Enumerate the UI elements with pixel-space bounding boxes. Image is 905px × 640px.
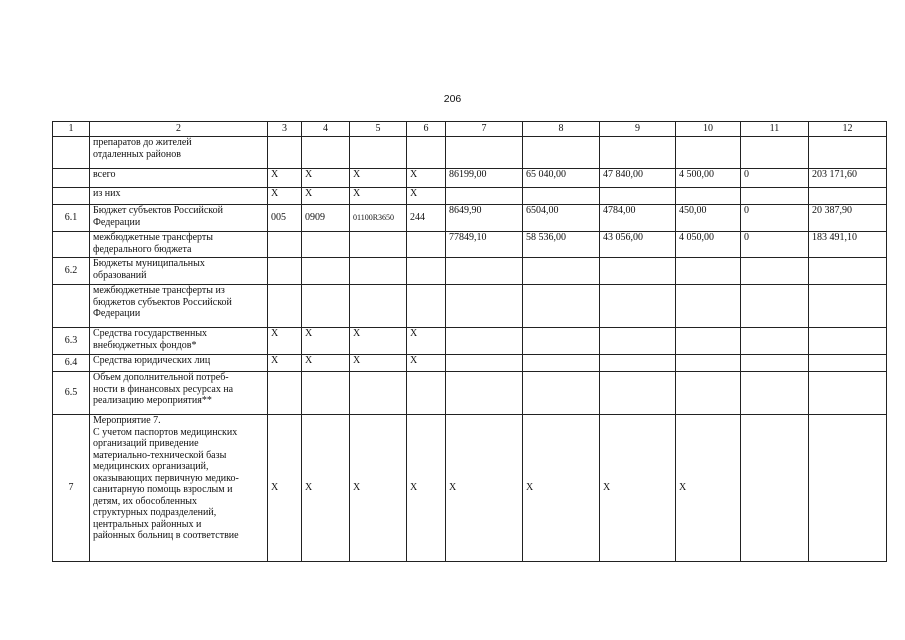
description-line: из них — [93, 188, 121, 199]
cell-col-4 — [302, 137, 350, 169]
cell-col-9: 43 056,00 — [600, 232, 676, 258]
description-line: детям, их обособленных — [93, 495, 198, 507]
row-description — [90, 137, 268, 169]
header-cell: 7 — [446, 122, 523, 137]
header-cell: 5 — [350, 122, 407, 137]
cell-col-5: Х — [350, 415, 407, 562]
cell-col-12 — [809, 415, 887, 562]
cell-col-7: 77849,10 — [446, 232, 523, 258]
table-row — [53, 169, 887, 188]
cell-col-9: 4784,00 — [600, 205, 676, 232]
row-description — [90, 169, 268, 188]
cell-col-12 — [809, 285, 887, 328]
cell-col-3 — [268, 137, 302, 169]
cell-col-6 — [407, 285, 446, 328]
table-row — [53, 372, 887, 415]
row-number — [53, 169, 90, 188]
cell-col-9: Х — [600, 415, 676, 562]
cell-col-3: Х — [268, 328, 302, 355]
cell-col-8 — [523, 137, 600, 169]
cell-col-9 — [600, 355, 676, 372]
description-line: Средства юридических лиц — [93, 355, 211, 366]
cell-col-9 — [600, 372, 676, 415]
cell-col-9 — [600, 188, 676, 205]
cell-col-7: 8649,90 — [446, 205, 523, 232]
header-cell: 6 — [407, 122, 446, 137]
table-row — [53, 285, 887, 328]
cell-col-9 — [600, 328, 676, 355]
description-line: С учетом паспортов медицинских — [93, 426, 238, 438]
cell-col-12 — [809, 355, 887, 372]
row-description — [90, 355, 268, 372]
cell-col-8 — [523, 328, 600, 355]
cell-col-11 — [741, 188, 809, 205]
cell-col-3: Х — [268, 169, 302, 188]
cell-col-10: 450,00 — [676, 205, 741, 232]
cell-col-10: 4 050,00 — [676, 232, 741, 258]
description-line: структурных подразделений, — [93, 507, 217, 518]
cell-col-9 — [600, 258, 676, 285]
row-number: 6.4 — [53, 355, 90, 372]
cell-col-7: 86199,00 — [446, 169, 523, 188]
cell-col-4: 0909 — [302, 205, 350, 232]
header-cell: 2 — [90, 122, 268, 137]
page-number: 206 — [443, 93, 462, 105]
cell-col-9 — [600, 285, 676, 328]
cell-col-3: Х — [268, 188, 302, 205]
cell-col-8: Х — [523, 415, 600, 562]
cell-col-3: Х — [268, 355, 302, 372]
row-description — [90, 372, 268, 415]
cell-col-6: 244 — [407, 205, 446, 232]
cell-col-11 — [741, 137, 809, 169]
cell-col-5 — [350, 372, 407, 415]
cell-col-10: Х — [676, 415, 741, 562]
table-row — [53, 355, 887, 372]
cell-col-10: 4 500,00 — [676, 169, 741, 188]
row-description — [90, 232, 268, 258]
cell-col-12 — [809, 372, 887, 415]
cell-col-8 — [523, 355, 600, 372]
header-cell: 4 — [302, 122, 350, 137]
cell-col-5 — [350, 137, 407, 169]
cell-col-3 — [268, 372, 302, 415]
row-number: 6.3 — [53, 328, 90, 355]
cell-col-6: Х — [407, 328, 446, 355]
cell-col-10 — [676, 372, 741, 415]
cell-col-10 — [676, 328, 741, 355]
cell-col-6 — [407, 258, 446, 285]
cell-col-8 — [523, 372, 600, 415]
cell-col-4: Х — [302, 169, 350, 188]
cell-col-11 — [741, 355, 809, 372]
table-row — [53, 328, 887, 355]
cell-col-11 — [741, 285, 809, 328]
cell-col-7 — [446, 372, 523, 415]
cell-col-12 — [809, 258, 887, 285]
row-description — [90, 285, 268, 328]
cell-col-6 — [407, 372, 446, 415]
row-number — [53, 188, 90, 205]
cell-col-5 — [350, 285, 407, 328]
header-cell: 3 — [268, 122, 302, 137]
description-line: Федерации — [93, 216, 141, 228]
cell-col-6: Х — [407, 169, 446, 188]
cell-col-7 — [446, 285, 523, 328]
description-line: Мероприятие 7. — [93, 415, 161, 426]
cell-col-6 — [407, 232, 446, 258]
cell-col-3 — [268, 232, 302, 258]
cell-col-4: Х — [302, 415, 350, 562]
cell-col-11: 0 — [741, 232, 809, 258]
cell-col-12 — [809, 328, 887, 355]
cell-col-4: Х — [302, 355, 350, 372]
description-line: оказывающих первичную медико- — [93, 472, 239, 484]
row-number: 7 — [53, 415, 90, 562]
description-line: санитарную помощь взрослым и — [93, 484, 233, 495]
cell-col-5: Х — [350, 169, 407, 188]
row-number — [53, 137, 90, 169]
cell-col-6: Х — [407, 415, 446, 562]
cell-col-8: 58 536,00 — [523, 232, 600, 258]
description-line: образований — [93, 269, 147, 281]
cell-col-5: Х — [350, 355, 407, 372]
description-line: центральных районных и — [93, 518, 202, 530]
cell-col-7: Х — [446, 415, 523, 562]
description-line: медицинских организаций, — [93, 461, 209, 472]
cell-col-3 — [268, 285, 302, 328]
cell-col-8: 65 040,00 — [523, 169, 600, 188]
cell-col-10 — [676, 137, 741, 169]
table-row — [53, 188, 887, 205]
row-number: 6.5 — [53, 372, 90, 415]
cell-col-4: Х — [302, 188, 350, 205]
cell-col-3: Х — [268, 415, 302, 562]
cell-col-5: 01100R3650 — [350, 205, 407, 232]
cell-col-7 — [446, 328, 523, 355]
header-row — [53, 122, 887, 137]
description-line: ности в финансовых ресурсах на — [93, 383, 234, 395]
description-line: организаций приведение — [93, 438, 199, 449]
cell-col-7 — [446, 258, 523, 285]
cell-col-11 — [741, 372, 809, 415]
row-description — [90, 188, 268, 205]
cell-col-6: Х — [407, 355, 446, 372]
cell-col-10 — [676, 258, 741, 285]
header-cell: 11 — [741, 122, 809, 137]
cell-col-11 — [741, 415, 809, 562]
table-row — [53, 258, 887, 285]
cell-col-7 — [446, 137, 523, 169]
description-line: Федерации — [93, 308, 141, 319]
description-line: бюджетов субъектов Российской — [93, 296, 232, 308]
description-line: Бюджет субъектов Российской — [93, 205, 223, 216]
cell-col-5: Х — [350, 188, 407, 205]
description-line: межбюджетные трансферты — [93, 232, 213, 243]
row-number — [53, 232, 90, 258]
budget-table — [52, 121, 887, 562]
cell-col-12: 20 387,90 — [809, 205, 887, 232]
table-row — [53, 415, 887, 562]
description-line: Объем дополнительной потреб- — [93, 372, 229, 383]
row-number — [53, 285, 90, 328]
cell-col-4: Х — [302, 328, 350, 355]
table-row — [53, 205, 887, 232]
description-line: препаратов до жителей — [93, 137, 192, 148]
cell-col-12 — [809, 137, 887, 169]
table-row — [53, 137, 887, 169]
cell-col-5 — [350, 232, 407, 258]
cell-col-5: Х — [350, 328, 407, 355]
cell-col-9 — [600, 137, 676, 169]
cell-col-12: 203 171,60 — [809, 169, 887, 188]
cell-col-3 — [268, 258, 302, 285]
cell-col-7 — [446, 355, 523, 372]
description-line: внебюджетных фондов* — [93, 339, 197, 351]
cell-col-11: 0 — [741, 205, 809, 232]
cell-col-8 — [523, 188, 600, 205]
row-number: 6.1 — [53, 205, 90, 232]
cell-col-10 — [676, 285, 741, 328]
cell-col-11: 0 — [741, 169, 809, 188]
cell-col-5 — [350, 258, 407, 285]
cell-col-8 — [523, 258, 600, 285]
table-row — [53, 232, 887, 258]
cell-col-11 — [741, 258, 809, 285]
cell-col-4 — [302, 285, 350, 328]
cell-col-6: Х — [407, 188, 446, 205]
header-cell: 12 — [809, 122, 887, 137]
description-line: отдаленных районов — [93, 148, 181, 160]
cell-col-7 — [446, 188, 523, 205]
row-description — [90, 328, 268, 355]
description-line: всего — [93, 169, 116, 180]
description-line: межбюджетные трансферты из — [93, 285, 225, 296]
header-cell: 10 — [676, 122, 741, 137]
cell-col-3: 005 — [268, 205, 302, 232]
cell-col-10 — [676, 355, 741, 372]
cell-col-4 — [302, 232, 350, 258]
cell-col-9: 47 840,00 — [600, 169, 676, 188]
row-description — [90, 205, 268, 232]
row-description — [90, 415, 268, 562]
row-number: 6.2 — [53, 258, 90, 285]
description-line: материально-технической базы — [93, 449, 227, 461]
cell-col-12 — [809, 188, 887, 205]
description-line: районных больниц в соответствие — [93, 530, 239, 541]
cell-col-4 — [302, 372, 350, 415]
cell-col-12: 183 491,10 — [809, 232, 887, 258]
description-line: Бюджеты муниципальных — [93, 258, 205, 269]
description-line: реализацию мероприятия** — [93, 395, 212, 406]
cell-col-6 — [407, 137, 446, 169]
header-cell: 9 — [600, 122, 676, 137]
description-line: федерального бюджета — [93, 243, 192, 255]
cell-col-11 — [741, 328, 809, 355]
row-description — [90, 258, 268, 285]
cell-col-8: 6504,00 — [523, 205, 600, 232]
header-cell: 1 — [53, 122, 90, 137]
description-line: Средства государственных — [93, 328, 208, 339]
header-cell: 8 — [523, 122, 600, 137]
cell-col-10 — [676, 188, 741, 205]
cell-col-4 — [302, 258, 350, 285]
cell-col-8 — [523, 285, 600, 328]
